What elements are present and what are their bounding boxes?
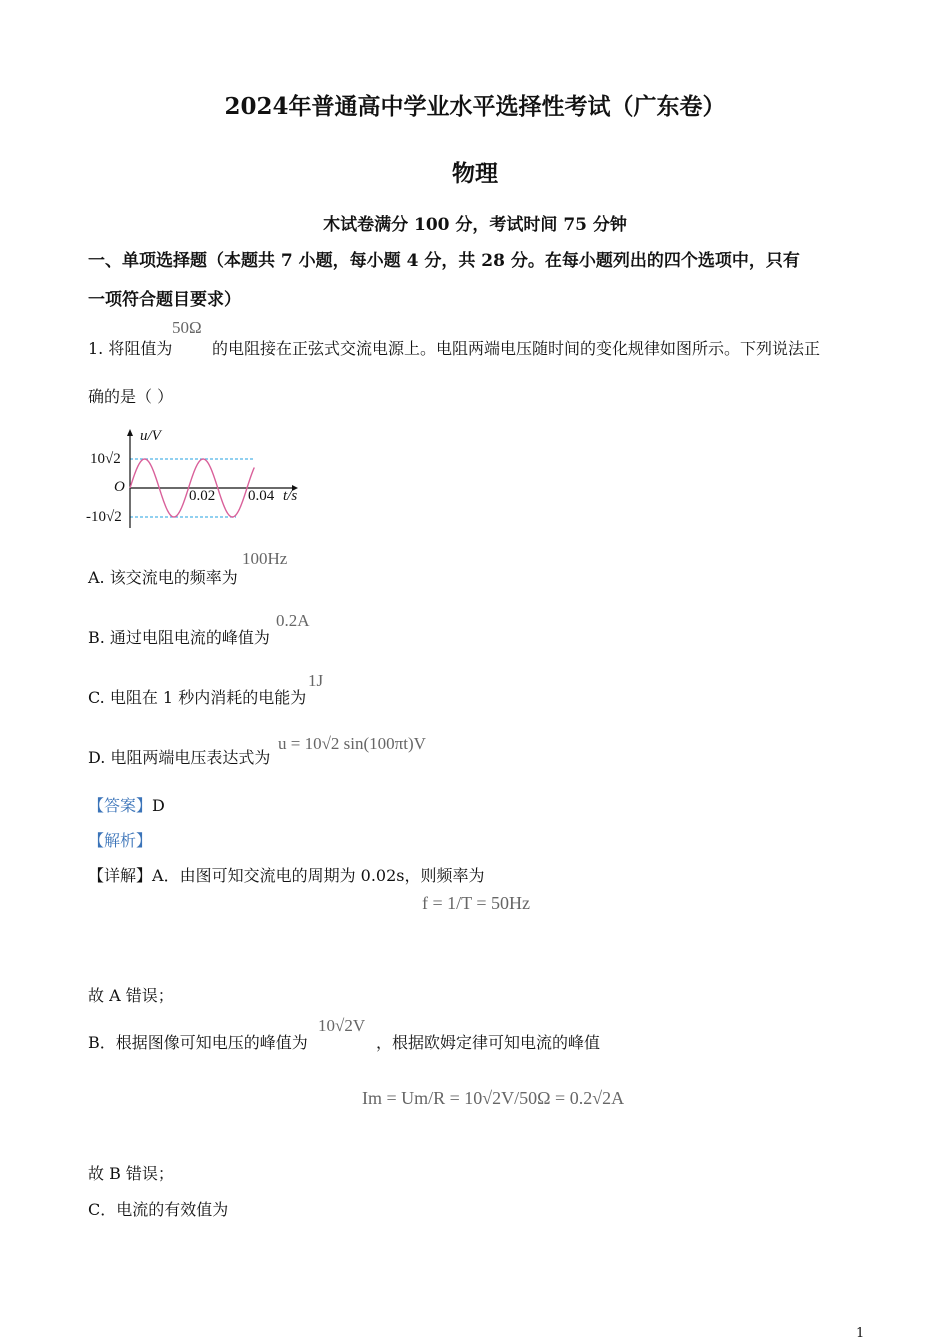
option-c-value: 1J [308, 671, 324, 690]
exam-info: 木试卷满分 100 分，考试时间 75 分钟 [323, 215, 627, 235]
detail-b-part2: ，根据欧姆定律可知电流的峰值 [376, 1033, 601, 1052]
section-heading-line2: 一项符合题目要求） [88, 290, 241, 310]
origin-label: O [114, 479, 125, 495]
detail-a-text: A．由图可知交流电的周期为 0.02s，则频率为 [152, 866, 485, 885]
detail-a-line [88, 863, 485, 886]
x-axis-label: t/s [283, 488, 298, 504]
detail-b-value: 10√2V [318, 1016, 366, 1035]
b-conclusion: 故 B 错误； [88, 1164, 174, 1183]
analysis-tag: 【解析】 [88, 831, 153, 850]
option-b-value: 0.2A [276, 611, 310, 630]
answer-value: D [152, 796, 165, 815]
equation-current-peak: Im = Um/R = 10√2V/50Ω = 0.2√2A [362, 1088, 625, 1108]
option-d-text: D. 电阻两端电压表达式为 [88, 748, 271, 767]
question-stem-line2: 确的是（ ） [88, 387, 174, 406]
y-max-label: 10√2 [90, 451, 121, 467]
option-a-value: 100Hz [242, 549, 288, 568]
detail-b-part1: B．根据图像可知电压的峰值为 [88, 1033, 308, 1052]
equation-frequency: f = 1/T = 50Hz [422, 893, 530, 913]
option-a-text: A. 该交流电的频率为 [88, 568, 238, 587]
voltage-time-graph [84, 424, 314, 534]
x-tick-label-2: 0.04 [248, 488, 275, 504]
option-b-text: B. 通过电阻电流的峰值为 [88, 628, 270, 647]
option-c-text: C. 电阻在 1 秒内消耗的电能为 [88, 688, 307, 707]
option-d-value: u = 10√2 sin(100πt)V [278, 734, 426, 753]
y-axis-arrow [127, 429, 133, 436]
answer-line [88, 793, 165, 816]
question-stem-part1: 1. 将阻值为 [88, 339, 173, 358]
section-heading-line1: 一、单项选择题（本题共 7 小题，每小题 4 分，共 28 分。在每小题列出的四个选项中，只有 [88, 251, 800, 271]
y-min-label: -10√2 [86, 509, 122, 525]
a-conclusion: 故 A 错误； [88, 986, 174, 1005]
stem-resistance-value: 50Ω [172, 318, 202, 337]
subject-title: 物理 [452, 160, 498, 187]
y-axis-label: u/V [140, 428, 161, 444]
answer-tag: 【答案】 [88, 796, 153, 815]
detail-tag: 【详解】 [88, 866, 153, 885]
page-number: 1 [856, 1326, 865, 1341]
question-stem-part2: 的电阻接在正弦式交流电源上。电阻两端电压随时间的变化规律如图所示。下列说法正 [212, 339, 821, 358]
exam-title: 2024年普通高中学业水平选择性考试（广东卷） [224, 93, 726, 120]
x-tick-label-1: 0.02 [189, 488, 216, 504]
detail-c-text: C．电流的有效值为 [88, 1200, 229, 1219]
